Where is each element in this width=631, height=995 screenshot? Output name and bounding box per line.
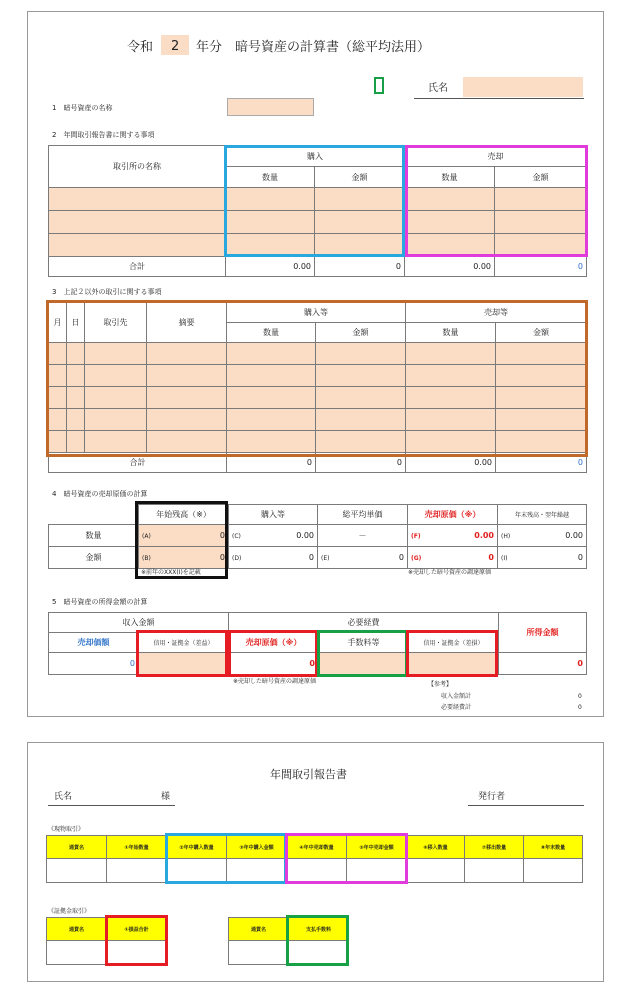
name-underline [414,98,584,99]
table-row[interactable] [49,234,587,257]
table-row [47,941,167,965]
table-row [47,859,583,883]
table-row [229,941,349,965]
title-year: 2 [171,39,180,54]
other-transactions-table [48,302,587,473]
s5-cogs-header: 売却原価（※） [229,633,319,653]
revenue-total-value: 0 [578,693,582,700]
s3-purchase-amount-header: 金額 [316,323,406,343]
s3-total-purchase-amount: 0 [316,453,406,473]
name-label: 氏名 [428,83,448,94]
sale-price-value: 0 [49,653,139,675]
purchase-etc-header: 購入等 [227,303,406,323]
margin-label: 《証拠金取引》 [48,908,91,915]
spot-header-closing: ⑧年末数量 [524,836,583,859]
purchase-qty-header: 数量 [226,167,315,188]
table-row[interactable] [49,343,587,365]
fee-header-currency: 通貨名 [229,918,289,941]
section4-label: 4 暗号資産の売却原価の計算 [52,490,148,498]
report-name-underline [48,805,175,806]
annual-report-sheet [27,742,604,982]
total-sale-qty: 0.00 [405,257,495,277]
spot-header-currency: 通貨名 [47,836,107,859]
cogs-header: 売却原価（※） [408,505,498,525]
table-row[interactable] [49,409,587,431]
avg-price-cell [318,547,408,569]
credit-gain-header: 信用・証拠金（差益） [139,633,229,653]
s3-purchase-qty-header: 数量 [227,323,316,343]
title-reiwa: 令和 [127,40,154,55]
closing-qty-cell [498,525,587,547]
sale-price-header: 売却価額 [49,633,139,653]
c-value: 0.00 [296,531,314,540]
crypto-name-input[interactable] [227,98,314,116]
issuer-underline [468,805,584,806]
d-value: 0 [308,553,314,562]
total-purchase-amount: 0 [315,257,405,277]
s3-total-sale-amount: 0 [496,453,587,473]
revenue-header: 収入金額 [49,613,229,633]
section3-label: 3 上記２以外の取引に関する事項 [52,288,162,296]
credit-loss-header: 信用・証拠金（差損） [409,633,499,653]
table-row[interactable] [49,365,587,387]
s3-total-sale-qty: 0.00 [406,453,496,473]
purchase-header: 購入 [226,146,405,167]
qty-row-label: 数量 [49,525,139,547]
expense-total-label: 必要経費計 [441,704,472,711]
s3-total-label: 合計 [49,453,227,473]
sale-etc-header: 売却等 [406,303,587,323]
sale-header: 売却 [405,146,587,167]
day-header: 日 [67,303,85,343]
green-marker [374,77,384,94]
credit-loss-input[interactable] [409,653,499,675]
reference-label: 【参考】 [428,681,453,688]
sale-amount-header: 金額 [495,167,587,188]
exchange-name-header: 取引所の名称 [49,146,226,188]
margin-table [46,917,167,965]
summary-header: 摘要 [147,303,227,343]
s3-sale-qty-header: 数量 [406,323,496,343]
opening-qty-cell[interactable] [139,525,229,547]
label-g: (G) [411,555,422,562]
e-value: 0 [398,553,404,562]
label-e: (E) [321,555,330,562]
total-purchase-qty: 0.00 [226,257,315,277]
spot-header-transfer-out: ⑦移出数量 [465,836,524,859]
spot-header-purchase-qty: ②年中購入数量 [167,836,227,859]
name-input[interactable] [463,77,583,97]
expenses-header: 必要経費 [229,613,499,633]
label-i: (I) [501,555,508,562]
report-name-label: 氏名 [54,792,73,802]
cogs-amount-cell [408,547,498,569]
opening-header: 年始残高（※） [139,505,229,525]
spot-header-sale-qty: ④年中売却数量 [287,836,347,859]
total-label: 合計 [49,257,226,277]
s5-cogs-value: 0 [229,653,319,675]
amount-row-label: 金額 [49,547,139,569]
spot-header-sale-amount: ⑤年中売却金額 [347,836,407,859]
report-title: 年間取引報告書 [270,768,347,781]
section1-label: 1 暗号資産の名称 [52,104,113,112]
s5-note: ※売却した暗号資産の調達原価 [233,678,317,685]
a-value: 0 [219,531,225,540]
calc-sheet [27,11,604,717]
section2-label: 2 年間取引報告書に関する事項 [52,131,155,139]
spot-label: 《現物取引》 [48,826,85,833]
table-row[interactable] [49,188,587,211]
opening-amount-cell[interactable] [139,547,229,569]
counterparty-header: 取引先 [85,303,147,343]
f-value: 0.00 [474,531,494,540]
label-b: (B) [142,555,151,562]
closing-header: 年末残高・翌年繰越 [498,505,587,525]
sale-qty-header: 数量 [405,167,495,188]
label-a: (A) [142,533,151,540]
fee-header: 手数料等 [319,633,409,653]
issuer-label: 発行者 [478,792,506,802]
spot-header-transfer-in: ⑥移入数量 [407,836,465,859]
s3-sale-amount-header: 金額 [496,323,587,343]
income-value: 0 [499,653,587,675]
s4-note-left: ※前年のXXX(I)を記載 [141,569,201,576]
fee-header-paid: 支払手数料 [289,918,349,941]
i-value: 0 [577,553,583,562]
table-row[interactable] [49,431,587,453]
table-row[interactable] [49,211,587,234]
b-value: 0 [219,553,225,562]
purchase-qty-cell [229,525,318,547]
g-value: 0 [488,553,494,562]
table-row[interactable] [49,387,587,409]
s4-purchase-header: 購入等 [229,505,318,525]
cogs-qty-cell [408,525,498,547]
label-c: (C) [232,533,241,540]
closing-amount-cell [498,547,587,569]
section5-label: 5 暗号資産の所得金額の計算 [52,598,148,606]
margin-header-pnl: ①損益合計 [107,918,167,941]
s4-note-right: ※売却した暗号資産の調達原価 [408,569,492,576]
income-calc-table [48,612,587,675]
label-d: (D) [232,555,242,562]
credit-gain-input[interactable] [139,653,229,675]
month-header: 月 [49,303,67,343]
spot-table [46,835,583,883]
spot-header-purchase-amount: ③年中購入金額 [227,836,287,859]
purchase-amount-cell [229,547,318,569]
label-f: (F) [411,533,421,540]
fee-input[interactable] [319,653,409,675]
report-sama: 様 [161,792,171,802]
purchase-amount-header: 金額 [315,167,405,188]
revenue-total-label: 収入金額計 [441,693,472,700]
h-value: 0.00 [565,531,583,540]
label-h: (H) [501,533,511,540]
s3-total-purchase-qty: 0 [227,453,316,473]
page-title: 年分 暗号資産の計算書（総平均法用） [196,40,431,55]
avg-price-dash: － [318,525,408,547]
cost-calc-table [48,504,587,569]
annual-report-table [48,145,587,277]
avg-price-header: 総平均単価 [318,505,408,525]
margin-header-currency: 通貨名 [47,918,107,941]
total-sale-amount: 0 [495,257,587,277]
expense-total-value: 0 [578,704,582,711]
fee-table [228,917,349,965]
income-header: 所得金額 [499,613,587,653]
spot-header-opening: ①年始数量 [107,836,167,859]
